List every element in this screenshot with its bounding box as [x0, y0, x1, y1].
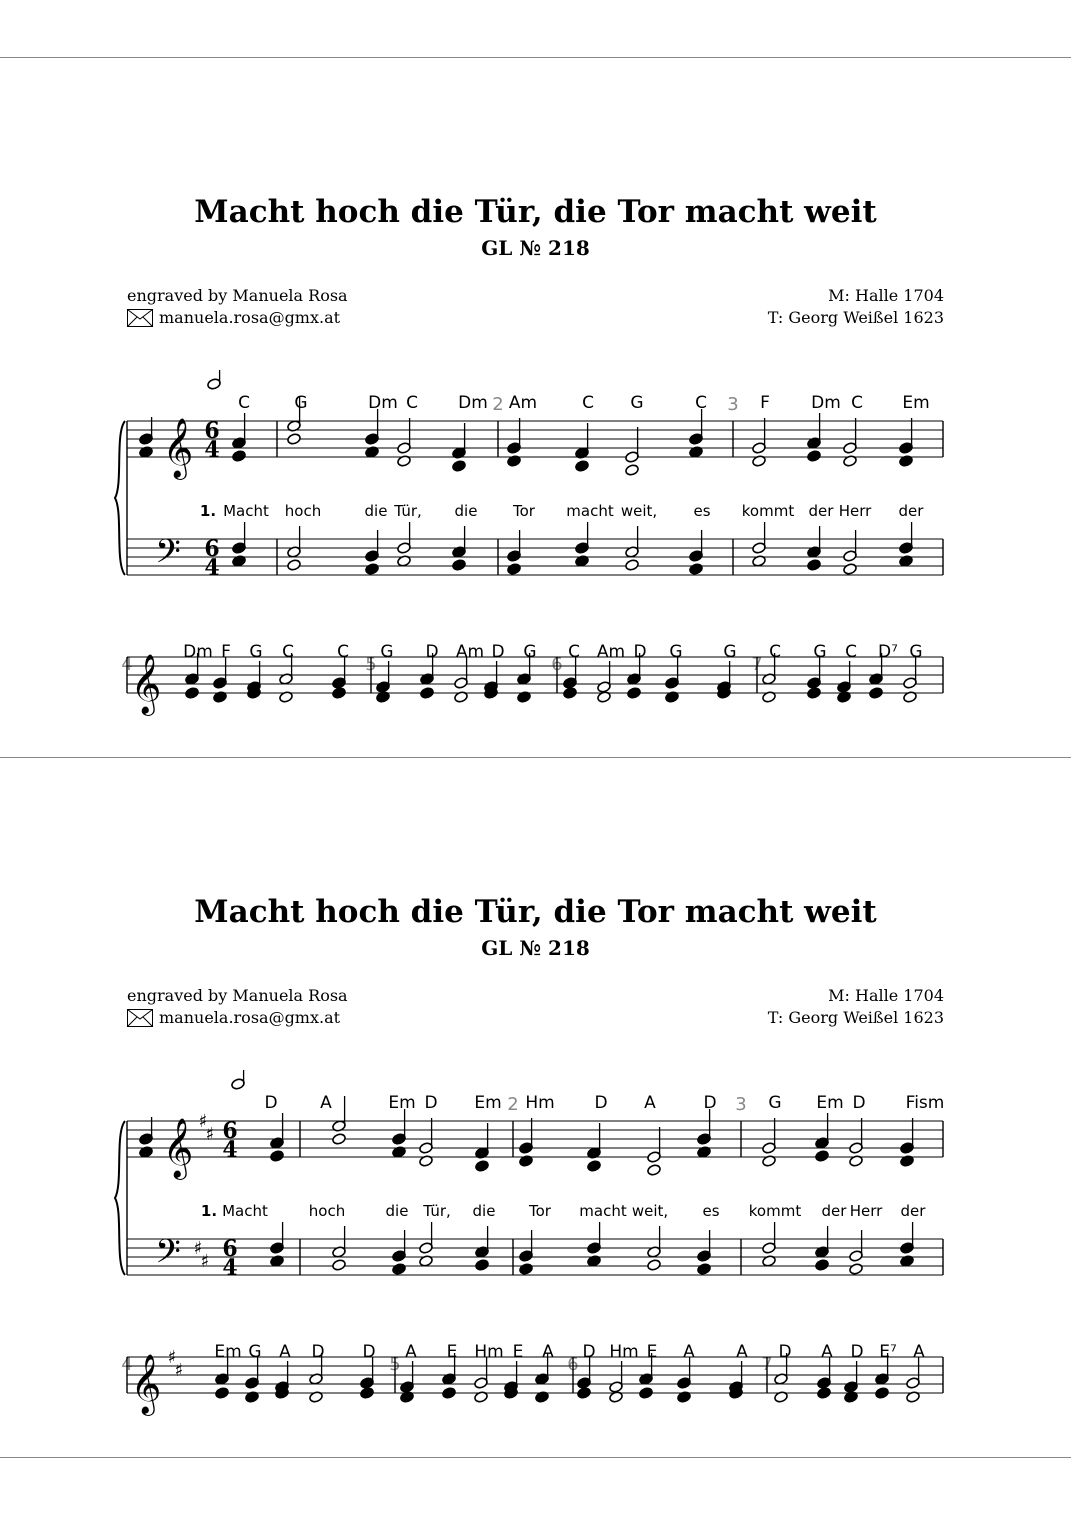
notehead	[807, 450, 822, 463]
composer-credit: M: Halle 1704	[828, 286, 944, 305]
chord-symbol: F	[760, 393, 770, 413]
chord-symbol: A	[683, 1342, 695, 1362]
poet-credit: T: Georg Weißel 1623	[767, 1008, 944, 1027]
bass-clef-icon: 𝄢	[155, 1233, 181, 1279]
chord-symbol: C	[582, 393, 594, 413]
chord-symbol: Em	[214, 1342, 242, 1362]
verse-number: 1.	[199, 502, 217, 520]
notehead	[849, 1263, 864, 1276]
chord-symbol: D	[594, 1093, 608, 1113]
chord-symbol: E	[646, 1342, 658, 1362]
chord-symbol: A	[913, 1342, 925, 1362]
chord-symbol: Hm	[609, 1342, 639, 1362]
notehead	[507, 563, 522, 576]
credits-block	[768, 985, 944, 1029]
notehead	[332, 687, 347, 700]
notehead	[232, 450, 247, 463]
measure-number: 4	[121, 1354, 133, 1375]
lyric-syllable: Tür,	[423, 1202, 451, 1220]
chord-symbol: F	[221, 642, 231, 662]
time-signature-bottom: 4	[222, 1255, 238, 1281]
chord-symbol: G	[249, 642, 263, 662]
treble-clef-icon: 𝄞	[130, 1354, 162, 1414]
measure-number: 3	[735, 1094, 747, 1115]
engraver-credit: engraved by Manuela Rosa	[127, 286, 348, 305]
song-title: Macht hoch die Tür, die Tor macht weit	[194, 894, 877, 930]
system-brace	[115, 1121, 125, 1275]
notehead	[442, 1387, 457, 1400]
chord-symbol: C	[568, 642, 580, 662]
notehead	[475, 1259, 490, 1272]
chord-symbol: Hm	[474, 1342, 504, 1362]
chord-symbol: C	[851, 393, 863, 413]
notehead	[287, 559, 302, 572]
notehead	[563, 687, 578, 700]
chord-symbol: D	[491, 642, 505, 662]
treble-clef-icon: 𝄞	[130, 654, 162, 714]
chord-symbol: A	[542, 1342, 554, 1362]
lyric-syllable: weit,	[631, 1202, 669, 1220]
notehead	[587, 1160, 602, 1173]
lyric-syllable: Tür,	[394, 502, 422, 520]
chord-symbol: Dm	[811, 393, 841, 413]
email-row[interactable]	[127, 1007, 348, 1029]
chord-symbol: Fism	[905, 1093, 945, 1113]
chord-symbol: A	[405, 1342, 417, 1362]
chord-symbol: D	[582, 1342, 596, 1362]
notehead	[452, 559, 467, 572]
chord-symbol: Em	[474, 1093, 502, 1113]
poet-credit: T: Georg Weißel 1623	[767, 308, 944, 327]
notehead	[392, 1263, 407, 1276]
email-link[interactable]: manuela.rosa@gmx.at	[159, 308, 341, 327]
notehead	[807, 559, 822, 572]
notehead	[270, 1150, 285, 1163]
lyric-syllable: die	[454, 502, 478, 520]
measure-number: 5	[365, 654, 377, 675]
lyric-syllable: Tor	[529, 1202, 551, 1220]
engraver-credit: engraved by Manuela Rosa	[127, 986, 348, 1005]
chord-symbol: G	[523, 642, 537, 662]
lyric-syllable: Macht	[222, 1202, 268, 1220]
chord-symbol: C	[695, 393, 707, 413]
chord-symbol: D	[311, 1342, 325, 1362]
notehead	[627, 687, 642, 700]
envelope-icon	[127, 309, 153, 327]
chord-symbol: E⁷	[879, 1342, 897, 1362]
notehead	[815, 1150, 830, 1163]
sharp-icon: ♯	[200, 1251, 210, 1272]
verse-number: 1.	[200, 1202, 218, 1220]
engraver-block	[127, 985, 348, 1029]
chord-symbol: C	[282, 642, 294, 662]
credits-block	[768, 285, 944, 329]
chord-symbol: D	[703, 1093, 717, 1113]
lyric-syllable: Tor	[513, 502, 535, 520]
lyric-syllable: hoch	[308, 1202, 346, 1220]
lyric-syllable: der	[821, 1202, 847, 1220]
treble-clef-icon: 𝄞	[162, 418, 194, 478]
lyric-syllable: es	[693, 502, 711, 520]
time-signature-bottom: 4	[222, 1137, 238, 1163]
lyric-syllable: es	[702, 1202, 720, 1220]
notehead	[577, 1387, 592, 1400]
chord-symbol: Am	[455, 642, 485, 662]
lyric-syllable: macht	[579, 1202, 627, 1220]
chord-symbol: Em	[388, 1093, 416, 1113]
treble-clef-icon: 𝄞	[162, 1118, 194, 1178]
notehead	[647, 1164, 662, 1177]
measure-number: 7	[751, 654, 763, 675]
time-signature-top: 6	[222, 1118, 238, 1144]
chord-symbol: A	[644, 1093, 656, 1113]
chord-symbol: C	[845, 642, 857, 662]
chord-symbol: Dm	[458, 393, 488, 413]
chord-symbol: C	[238, 393, 250, 413]
measure-number: 2	[507, 1094, 519, 1115]
time-signature-top: 6	[204, 536, 220, 562]
chord-symbol: D	[850, 1342, 864, 1362]
time-signature-bottom: 4	[204, 555, 220, 581]
notehead	[875, 1387, 890, 1400]
song-subtitle: GL № 218	[481, 236, 590, 260]
chord-symbol: Em	[902, 393, 930, 413]
lyric-syllable: die	[385, 1202, 409, 1220]
score-page-2	[0, 1070, 1071, 1460]
notehead	[360, 1387, 375, 1400]
notehead	[843, 563, 858, 576]
chord-symbol: G	[813, 642, 827, 662]
email-link[interactable]: manuela.rosa@gmx.at	[159, 1008, 341, 1027]
lyric-syllable: weit,	[620, 502, 658, 520]
notehead	[475, 1160, 490, 1173]
notehead	[519, 1263, 534, 1276]
chord-symbol: Am	[508, 393, 538, 413]
chord-symbol: G	[723, 642, 737, 662]
lyric-syllable: kommt	[748, 1202, 802, 1220]
measure-number: 6	[567, 1354, 579, 1375]
lyric-syllable: der	[900, 1202, 926, 1220]
envelope-icon	[127, 1009, 153, 1027]
chord-symbol: D	[424, 1093, 438, 1113]
chord-symbol: D	[778, 1342, 792, 1362]
measure-number: 3	[727, 394, 739, 415]
sharp-icon: ♯	[205, 1124, 215, 1145]
composer-credit: M: Halle 1704	[828, 986, 944, 1005]
chord-symbol: A	[320, 1093, 332, 1113]
chord-symbol: A	[279, 1342, 291, 1362]
system-brace	[115, 421, 125, 575]
notehead	[332, 1259, 347, 1272]
notehead	[420, 687, 435, 700]
lyric-syllable: Macht	[223, 502, 269, 520]
measure-number: 7	[761, 1354, 773, 1375]
lyric-syllable: Herr	[838, 502, 872, 520]
chord-symbol: Hm	[525, 1093, 555, 1113]
notehead	[807, 687, 822, 700]
email-row[interactable]	[127, 307, 348, 329]
chord-symbol: D	[425, 642, 439, 662]
chord-symbol: C	[769, 642, 781, 662]
notehead	[817, 1387, 832, 1400]
notehead	[869, 687, 884, 700]
notehead	[625, 464, 640, 477]
sharp-icon: ♯	[167, 1347, 177, 1368]
engraver-block	[127, 285, 348, 329]
notehead	[185, 687, 200, 700]
chord-symbol: Dm	[368, 393, 398, 413]
chord-symbol: G	[630, 393, 644, 413]
notehead	[639, 1387, 654, 1400]
song-subtitle: GL № 218	[481, 936, 590, 960]
notehead	[625, 559, 640, 572]
measure-number: 4	[121, 654, 133, 675]
notehead	[647, 1259, 662, 1272]
sharp-icon: ♯	[198, 1111, 208, 1132]
time-signature-top: 6	[204, 418, 220, 444]
bass-clef-icon: 𝄢	[155, 533, 181, 579]
score-page-1	[0, 370, 1071, 770]
song-title: Macht hoch die Tür, die Tor macht weit	[194, 194, 877, 230]
time-signature-top: 6	[222, 1236, 238, 1262]
chord-symbol: G	[248, 1342, 262, 1362]
chord-symbol: G	[294, 393, 308, 413]
time-signature-bottom: 4	[204, 437, 220, 463]
lyric-syllable: die	[472, 1202, 496, 1220]
sharp-icon: ♯	[174, 1360, 184, 1381]
sharp-icon: ♯	[193, 1238, 203, 1259]
measure-number: 6	[551, 654, 563, 675]
chord-symbol: G	[768, 1093, 782, 1113]
notehead	[287, 433, 302, 446]
notehead	[815, 1259, 830, 1272]
lyric-syllable: der	[898, 502, 924, 520]
lyric-syllable: der	[808, 502, 834, 520]
chord-symbol: Em	[816, 1093, 844, 1113]
lyric-syllable: Herr	[849, 1202, 883, 1220]
chord-symbol: G	[380, 642, 394, 662]
lyric-syllable: hoch	[284, 502, 322, 520]
chord-symbol: Dm	[183, 642, 213, 662]
notehead	[697, 1263, 712, 1276]
chord-symbol: A	[736, 1342, 748, 1362]
chord-symbol: A	[821, 1342, 833, 1362]
chord-symbol: G	[669, 642, 683, 662]
measure-number: 2	[492, 394, 504, 415]
chord-symbol: D	[633, 642, 647, 662]
measure-number: 5	[389, 1354, 401, 1375]
lyric-syllable: macht	[566, 502, 614, 520]
notehead	[575, 460, 590, 473]
notehead	[215, 1387, 230, 1400]
chord-symbol: C	[406, 393, 418, 413]
lyric-syllable: die	[364, 502, 388, 520]
chord-symbol: C	[337, 642, 349, 662]
page-separator	[0, 57, 1071, 58]
chord-symbol: E	[446, 1342, 458, 1362]
chord-symbol: D	[362, 1342, 376, 1362]
notehead	[452, 460, 467, 473]
lyric-syllable: kommt	[741, 502, 795, 520]
notehead	[332, 1133, 347, 1146]
chord-symbol: E	[512, 1342, 524, 1362]
chord-symbol: D	[852, 1093, 866, 1113]
notehead	[365, 563, 380, 576]
chord-symbol: D⁷	[878, 642, 898, 662]
chord-symbol: Am	[596, 642, 626, 662]
chord-symbol: G	[909, 642, 923, 662]
chord-symbol: D	[264, 1093, 278, 1113]
notehead	[689, 563, 704, 576]
